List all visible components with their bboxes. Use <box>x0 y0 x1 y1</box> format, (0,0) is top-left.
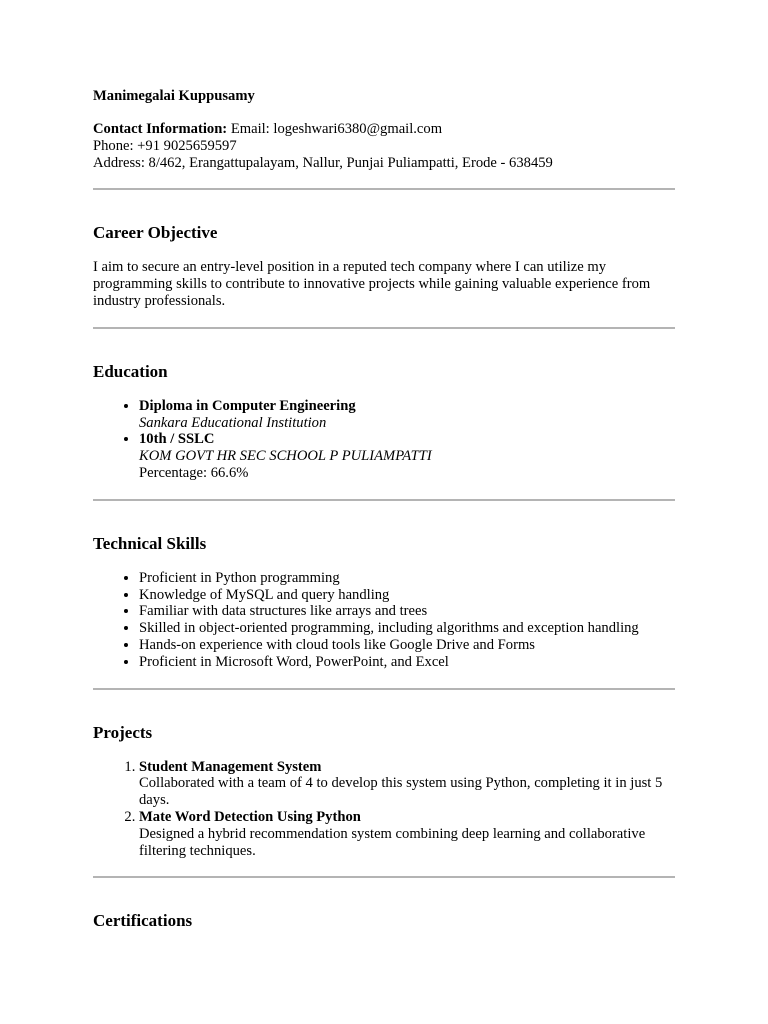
section-divider <box>93 327 675 329</box>
education-title: • 10th / SSLC <box>139 431 215 448</box>
project-description: Collaborated with a team of 4 to develop this system using Python, completing it in just 5 days. <box>139 775 663 809</box>
contact-label: Contact Information: <box>93 121 228 137</box>
contact-address: Address: 8/462, Erangattupalayam, Nallur, Punjai Puliampatti, Erode - 638459 <box>93 154 553 171</box>
list-item <box>139 809 675 859</box>
resume-page <box>93 88 675 931</box>
section-divider <box>93 499 675 501</box>
contact-block <box>93 121 675 171</box>
list-item: • Hands-on experience with cloud tools like Google Drive and Forms <box>139 637 675 654</box>
list-item <box>139 759 675 809</box>
education-list <box>93 398 675 482</box>
list-item: • Proficient in Microsoft Word, PowerPoint, and Excel <box>139 654 675 671</box>
education-title: • Diploma in Computer Engineering <box>139 397 356 414</box>
education-heading: Education <box>93 361 168 381</box>
projects-heading: Projects <box>93 722 153 742</box>
list-item: • Proficient in Python programming <box>139 570 675 587</box>
certifications-heading: Certifications <box>93 911 193 931</box>
education-percentage: Percentage: 66.6% <box>139 464 249 481</box>
contact-email-line <box>93 121 675 138</box>
career-text: I aim to secure an entry-level position in a reputed tech company where I can utilize my programming skills to contribute to innovative projects while gaining valuable experience from industry professionals. <box>93 259 651 309</box>
education-institution: KOM GOVT HR SEC SCHOOL P PULIAMPATTI <box>139 448 432 465</box>
career-heading: Career Objective <box>93 223 218 243</box>
section-divider <box>93 688 675 690</box>
contact-email: Email: logeshwari6380@gmail.com <box>230 121 443 137</box>
project-description: Designed a hybrid recommendation system combining deep learning and collaborative filtering techniques. <box>139 825 646 859</box>
list-item <box>139 431 675 481</box>
skills-heading: Technical Skills <box>93 533 207 553</box>
education-institution: Sankara Educational Institution <box>139 414 327 431</box>
projects-list <box>93 759 675 860</box>
section-divider <box>93 876 675 878</box>
contact-phone: Phone: +91 9025659597 <box>93 137 237 154</box>
list-item: • Familiar with data structures like arrays and trees <box>139 603 675 620</box>
list-item <box>139 398 675 432</box>
candidate-name: Manimegalai Kuppusamy <box>93 88 255 104</box>
skills-list <box>93 570 675 671</box>
project-title: 1. Student Management System <box>139 758 322 775</box>
section-divider <box>93 188 675 190</box>
project-title: 2. Mate Word Detection Using Python <box>139 808 361 825</box>
list-item: • Skilled in object-oriented programming, including algorithms and exception handling <box>139 620 675 637</box>
list-item: • Knowledge of MySQL and query handling <box>139 587 675 604</box>
